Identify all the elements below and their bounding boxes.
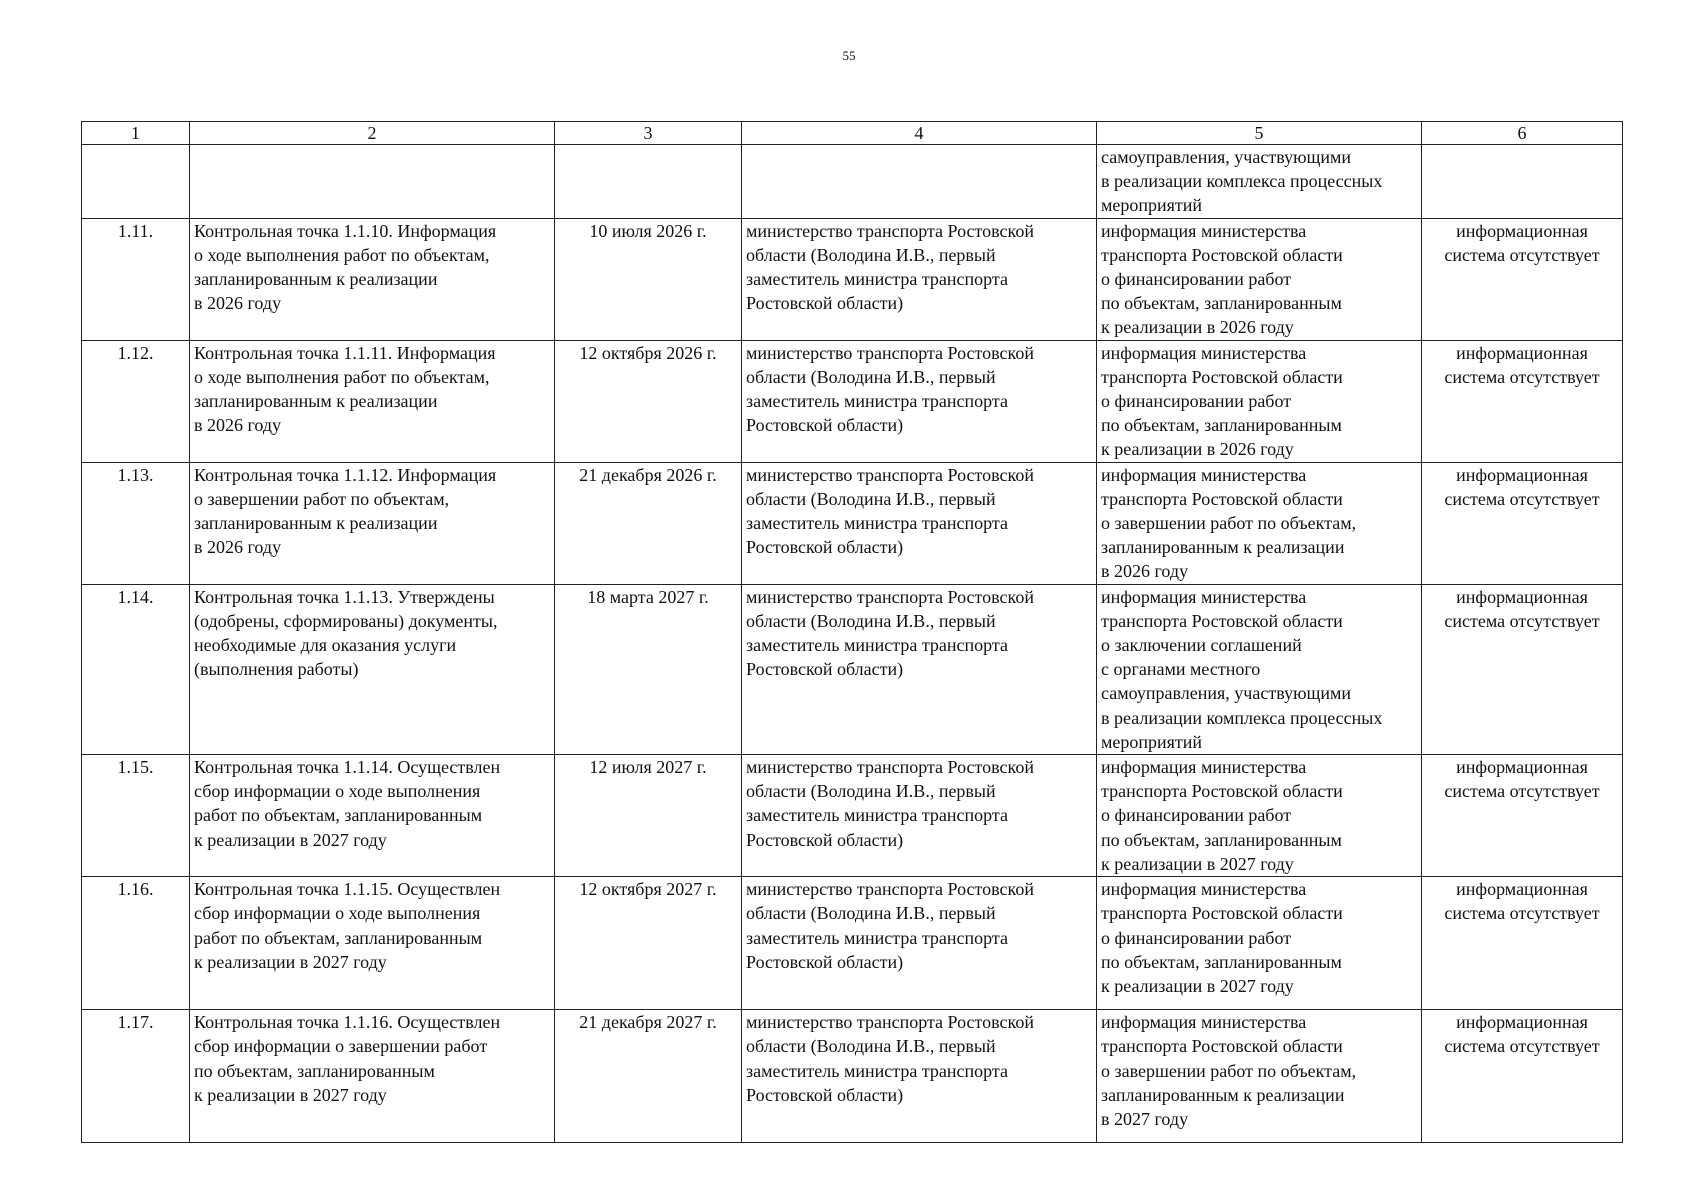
document-line: мероприятий <box>1101 731 1203 752</box>
due-date-cell: 12 октября 2026 г. <box>555 340 742 462</box>
responsible-line: заместитель министра транспорта <box>746 513 1008 534</box>
information-system-line: система отсутствует <box>1444 610 1600 631</box>
responsible-line: Ростовской области) <box>746 293 904 314</box>
control-point-line: Контрольная точка 1.1.12. Информация <box>194 464 497 485</box>
table-row <box>82 145 1623 219</box>
responsible-line: Ростовской области) <box>746 537 904 558</box>
document-line: транспорта Ростовской области <box>1101 366 1343 387</box>
responsible-line: области (Володина И.В., первый <box>746 903 996 924</box>
row-number-cell: 1.12. <box>82 340 190 462</box>
row-number-cell: 1.14. <box>82 584 190 754</box>
responsible-line: министерство транспорта Ростовской <box>746 342 1035 363</box>
document-line: запланированным к реализации <box>1101 1084 1345 1105</box>
document-line: транспорта Ростовской области <box>1101 903 1343 924</box>
document-line: самоуправления, участвующими <box>1101 147 1352 167</box>
document-cell <box>1097 1010 1422 1143</box>
control-point-cell <box>190 340 555 462</box>
control-point-cell <box>190 218 555 340</box>
information-system-line: система отсутствует <box>1444 781 1600 802</box>
column-header: 5 <box>1097 122 1422 145</box>
control-point-line: сбор информации о ходе выполнения <box>194 781 481 802</box>
due-date-cell: 12 июля 2027 г. <box>555 755 742 877</box>
information-system-line: информационная <box>1456 757 1588 778</box>
information-system-cell <box>1422 340 1623 462</box>
responsible-line: министерство транспорта Ростовской <box>746 1012 1035 1033</box>
responsible-line: заместитель министра транспорта <box>746 269 1008 290</box>
document-line: о финансировании работ <box>1101 927 1292 948</box>
document-line: о заключении соглашений <box>1101 635 1302 656</box>
row-number-cell: 1.11. <box>82 218 190 340</box>
document-line: к реализации в 2026 году <box>1101 439 1294 460</box>
column-header: 1 <box>82 122 190 145</box>
control-point-cell <box>190 462 555 584</box>
responsible-line: области (Володина И.В., первый <box>746 244 996 265</box>
row-number-cell: 1.17. <box>82 1010 190 1143</box>
table-row <box>82 877 1623 1010</box>
information-system-line: система отсутствует <box>1444 903 1600 924</box>
responsible-line: министерство транспорта Ростовской <box>746 879 1035 900</box>
page-number: 55 <box>842 48 856 63</box>
responsible-line: заместитель министра транспорта <box>746 805 1008 826</box>
responsible-line: Ростовской области) <box>746 1084 904 1105</box>
control-point-line: необходимые для оказания услуги <box>194 635 457 656</box>
responsible-cell <box>742 462 1097 584</box>
responsible-cell <box>742 340 1097 462</box>
control-point-cell <box>190 755 555 877</box>
control-point-line: о ходе выполнения работ по объектам, <box>194 366 490 387</box>
responsible-line: министерство транспорта Ростовской <box>746 757 1035 778</box>
information-system-line: система отсутствует <box>1444 366 1600 387</box>
table-row <box>82 218 1623 340</box>
table-row <box>82 1010 1623 1143</box>
control-point-line: запланированным к реализации <box>194 269 438 290</box>
responsible-line: области (Володина И.В., первый <box>746 488 996 509</box>
document-cell <box>1097 145 1422 219</box>
control-point-line: Контрольная точка 1.1.10. Информация <box>194 220 497 241</box>
column-header: 2 <box>190 122 555 145</box>
document-line: в 2027 году <box>1101 1108 1189 1129</box>
responsible-line: министерство транспорта Ростовской <box>746 464 1035 485</box>
responsible-line: Ростовской области) <box>746 659 904 680</box>
document-line: информация министерства <box>1101 220 1307 241</box>
table-header-row <box>82 122 1623 145</box>
document-line: транспорта Ростовской области <box>1101 488 1343 509</box>
information-system-cell <box>1422 1010 1623 1143</box>
control-point-line: Контрольная точка 1.1.13. Утверждены <box>194 586 495 607</box>
responsible-line: области (Володина И.В., первый <box>746 610 996 631</box>
responsible-line: Ростовской области) <box>746 829 904 850</box>
information-system-line: система отсутствует <box>1444 244 1600 265</box>
information-system-line: система отсутствует <box>1444 1036 1600 1057</box>
document-line: к реализации в 2027 году <box>1101 853 1294 874</box>
responsible-cell <box>742 218 1097 340</box>
document-cell <box>1097 218 1422 340</box>
due-date-cell: 18 марта 2027 г. <box>555 584 742 754</box>
information-system-line: информационная <box>1456 342 1588 363</box>
document-line: информация министерства <box>1101 1012 1307 1033</box>
control-point-cell <box>190 877 555 1010</box>
document-cell <box>1097 755 1422 877</box>
responsible-line: министерство транспорта Ростовской <box>746 586 1035 607</box>
table-row <box>82 340 1623 462</box>
document-line: информация министерства <box>1101 757 1307 778</box>
control-point-line: о завершении работ по объектам, <box>194 488 450 509</box>
document-line: с органами местного <box>1101 659 1261 680</box>
responsible-line: Ростовской области) <box>746 415 904 436</box>
information-system-line: информационная <box>1456 220 1588 241</box>
document-line: в реализации комплекса процессных <box>1101 707 1383 728</box>
information-system-cell <box>1422 877 1623 1010</box>
responsible-line: области (Володина И.В., первый <box>746 781 996 802</box>
information-system-cell <box>1422 584 1623 754</box>
document-line: транспорта Ростовской области <box>1101 781 1343 802</box>
information-system-cell <box>1422 218 1623 340</box>
row-number-cell: 1.13. <box>82 462 190 584</box>
information-system-line: информационная <box>1456 1012 1588 1033</box>
responsible-line: заместитель министра транспорта <box>746 391 1008 412</box>
document-line: о завершении работ по объектам, <box>1101 513 1357 534</box>
responsible-line: заместитель министра транспорта <box>746 1060 1008 1081</box>
control-point-line: Контрольная точка 1.1.15. Осуществлен <box>194 879 501 900</box>
responsible-line: области (Володина И.В., первый <box>746 1036 996 1057</box>
information-system-line: информационная <box>1456 464 1588 485</box>
document-line: по объектам, запланированным <box>1101 951 1342 972</box>
control-point-cell <box>190 584 555 754</box>
responsible-cell <box>742 877 1097 1010</box>
document-line: к реализации в 2027 году <box>1101 975 1294 996</box>
document-line: о финансировании работ <box>1101 269 1292 290</box>
document-line: о завершении работ по объектам, <box>1101 1060 1357 1081</box>
control-point-line: по объектам, запланированным <box>194 1060 435 1081</box>
responsible-line: Ростовской области) <box>746 951 904 972</box>
due-date-cell <box>555 145 742 219</box>
document-line: транспорта Ростовской области <box>1101 244 1343 265</box>
control-point-line: в 2026 году <box>194 537 282 558</box>
due-date-cell: 21 декабря 2027 г. <box>555 1010 742 1143</box>
document-line: информация министерства <box>1101 342 1307 363</box>
information-system-line: информационная <box>1456 586 1588 607</box>
control-point-line: работ по объектам, запланированным <box>194 927 483 948</box>
control-point-line: в 2026 году <box>194 293 282 314</box>
document-line: информация министерства <box>1101 879 1307 900</box>
row-number-cell: 1.15. <box>82 755 190 877</box>
column-header: 3 <box>555 122 742 145</box>
document-line: информация министерства <box>1101 586 1307 607</box>
control-point-line: запланированным к реализации <box>194 513 438 534</box>
row-number-cell: 1.16. <box>82 877 190 1010</box>
control-point-line: о ходе выполнения работ по объектам, <box>194 244 490 265</box>
control-point-line: в 2026 году <box>194 415 282 436</box>
document-line: транспорта Ростовской области <box>1101 1036 1343 1057</box>
information-system-line: информационная <box>1456 879 1588 900</box>
table-row <box>82 584 1623 754</box>
control-point-line: (одобрены, сформированы) документы, <box>194 610 498 631</box>
responsible-cell <box>742 145 1097 219</box>
document-line: о финансировании работ <box>1101 391 1292 412</box>
table-row <box>82 755 1623 877</box>
column-header: 4 <box>742 122 1097 145</box>
information-system-cell <box>1422 462 1623 584</box>
responsible-cell <box>742 584 1097 754</box>
control-point-line: Контрольная точка 1.1.14. Осуществлен <box>194 757 501 778</box>
due-date-cell: 21 декабря 2026 г. <box>555 462 742 584</box>
control-point-line: к реализации в 2027 году <box>194 829 387 850</box>
responsible-line: области (Володина И.В., первый <box>746 366 996 387</box>
document-line: самоуправления, участвующими <box>1101 683 1352 704</box>
responsible-line: заместитель министра транспорта <box>746 927 1008 948</box>
control-point-line: (выполнения работы) <box>194 659 359 680</box>
document-line: запланированным к реализации <box>1101 537 1345 558</box>
control-point-line: работ по объектам, запланированным <box>194 805 483 826</box>
document-line: по объектам, запланированным <box>1101 293 1342 314</box>
row-number-cell <box>82 145 190 219</box>
responsible-cell <box>742 1010 1097 1143</box>
control-point-cell <box>190 1010 555 1143</box>
responsible-line: министерство транспорта Ростовской <box>746 220 1035 241</box>
document-line: транспорта Ростовской области <box>1101 610 1343 631</box>
due-date-cell: 10 июля 2026 г. <box>555 218 742 340</box>
control-point-cell <box>190 145 555 219</box>
control-point-line: Контрольная точка 1.1.11. Информация <box>194 342 496 363</box>
due-date-cell: 12 октября 2027 г. <box>555 877 742 1010</box>
document-line: информация министерства <box>1101 464 1307 485</box>
responsible-cell <box>742 755 1097 877</box>
control-point-line: сбор информации о завершении работ <box>194 1036 488 1057</box>
control-point-line: сбор информации о ходе выполнения <box>194 903 481 924</box>
control-point-line: Контрольная точка 1.1.16. Осуществлен <box>194 1012 501 1033</box>
document-line: к реализации в 2026 году <box>1101 317 1294 338</box>
document-line: по объектам, запланированным <box>1101 829 1342 850</box>
control-point-line: к реализации в 2027 году <box>194 1084 387 1105</box>
information-system-cell <box>1422 145 1623 219</box>
document-line: о финансировании работ <box>1101 805 1292 826</box>
information-system-line: система отсутствует <box>1444 488 1600 509</box>
information-system-cell <box>1422 755 1623 877</box>
document-cell <box>1097 877 1422 1010</box>
control-point-line: к реализации в 2027 году <box>194 951 387 972</box>
control-points-table <box>81 121 1623 1143</box>
table-row <box>82 462 1623 584</box>
document-line: по объектам, запланированным <box>1101 415 1342 436</box>
document-line: мероприятий <box>1101 195 1203 216</box>
document-line: в 2026 году <box>1101 561 1189 582</box>
document-line: в реализации комплекса процессных <box>1101 171 1383 192</box>
responsible-line: заместитель министра транспорта <box>746 635 1008 656</box>
document-cell <box>1097 340 1422 462</box>
column-header: 6 <box>1422 122 1623 145</box>
document-cell <box>1097 462 1422 584</box>
control-point-line: запланированным к реализации <box>194 391 438 412</box>
document-cell <box>1097 584 1422 754</box>
